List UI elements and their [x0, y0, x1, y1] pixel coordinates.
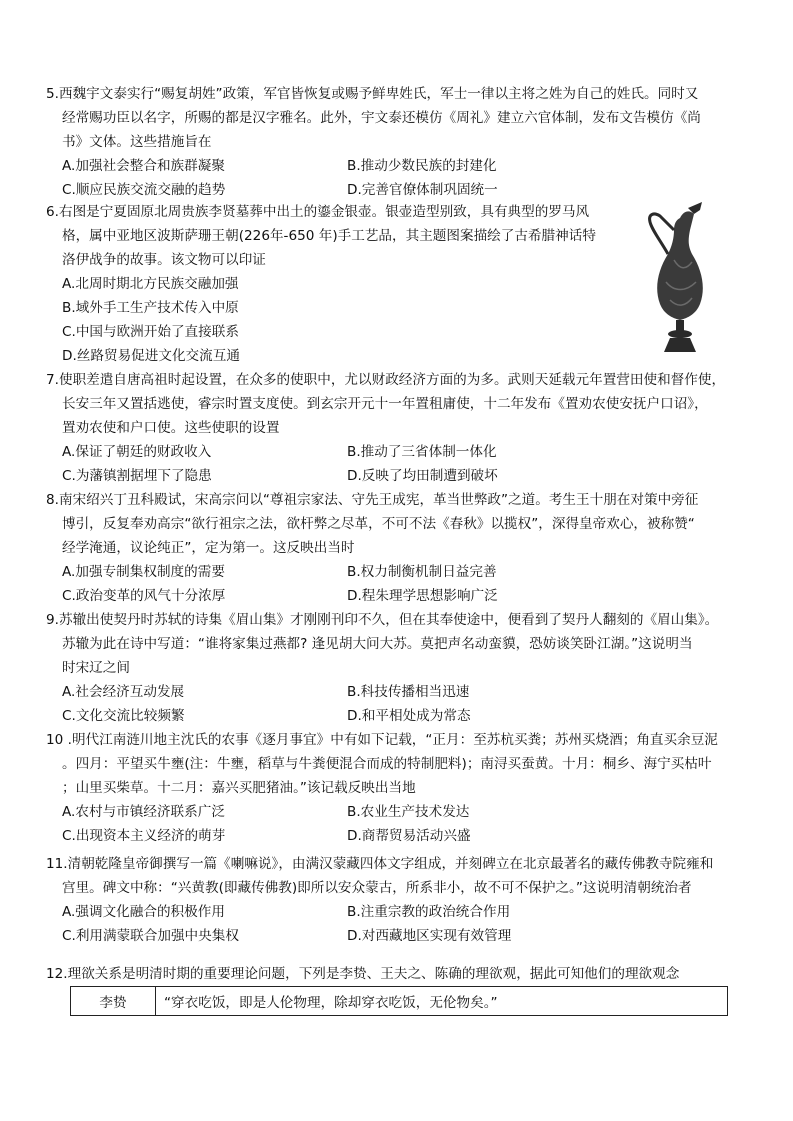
q9-line-3: 时宋辽之间 [62, 660, 130, 676]
question-10 [46, 728, 758, 848]
q7-line-3: 置劝农使和户口使。这些使职的设置 [62, 420, 280, 436]
q8-option-b[interactable]: B.权力制衡机制日益完善 [347, 564, 497, 580]
q7-option-d[interactable]: D.反映了均田制遭到破坏 [347, 468, 498, 484]
q6-options [46, 272, 626, 368]
q7-line-2: 长安三年又置括逃使，睿宗时置支度使。到玄宗开元十一年置租庸使，十二年发布《置劝农使安抚户口诏》， [62, 396, 708, 412]
table-row [71, 987, 728, 1016]
q7-options [46, 440, 758, 488]
q10-options [46, 800, 758, 848]
q11-line-1: 11.清朝乾隆皇帝御撰写一篇《喇嘛说》，由满汉蒙藏四体文字组成，并刻碑立在北京最著名的藏传佛教寺院雍和 [46, 856, 714, 872]
q8-option-d[interactable]: D.程朱理学思想影响广泛 [347, 588, 498, 604]
gilt-silver-ewer-image [640, 200, 720, 358]
q5-option-c[interactable]: C.顺应民族交流交融的趋势 [62, 182, 226, 198]
q5-line-1: 5.西魏宇文泰实行“赐复胡姓”政策，军官皆恢复或赐予鲜卑姓氏，军士一律以主将之姓为自己的姓氏。同时又 [46, 86, 699, 102]
q6-option-c[interactable]: C.中国与欧洲开始了直接联系 [62, 324, 239, 340]
q7-option-a[interactable]: A.保证了朝廷的财政收入 [62, 444, 212, 460]
q12-thinker-name: 李贽 [71, 987, 156, 1016]
q11-options [46, 900, 758, 948]
q11-option-d[interactable]: D.对西藏地区实现有效管理 [347, 928, 512, 944]
q10-option-d[interactable]: D.商帮贸易活动兴盛 [347, 828, 471, 844]
q9-options [46, 680, 758, 728]
q6-option-b[interactable]: B.域外手工生产技术传入中原 [62, 300, 239, 316]
q8-line-2: 博引，反复奉劝高宗“欲行祖宗之法，欲杆弊之尽革，不可不法《春秋》以揽权”，深得皇帝欢心，被称赞“ [62, 516, 695, 532]
q7-option-c[interactable]: C.为藩镇割据埋下了隐患 [62, 468, 212, 484]
question-12 [46, 962, 758, 986]
q7-line-1: 7.使职差遣自唐高祖时起设置，在众多的使职中，尤以财政经济方面的为多。武则天延载元年置营田使和督作使， [46, 372, 726, 388]
q10-line-1: 10 .明代江南涟川地主沈氏的农事《逐月事宜》中有如下记载，“正月：至苏杭买粪；苏州买烧酒；角直买余豆泥 [46, 732, 718, 748]
q10-option-a[interactable]: A.农村与市镇经济联系广泛 [62, 804, 225, 820]
question-5 [46, 82, 758, 202]
q10-option-c[interactable]: C.出现资本主义经济的萌芽 [62, 828, 226, 844]
q6-option-d[interactable]: D.丝路贸易促进文化交流互通 [62, 348, 240, 364]
q12-thinker-quote: “穿衣吃饭，即是人伦物理，除却穿衣吃饭，无伦物矣。” [156, 987, 728, 1016]
q7-option-b[interactable]: B.推动了三省体制一体化 [347, 444, 497, 460]
q5-line-3: 书》文体。这些措施旨在 [62, 134, 212, 150]
q6-line-2: 格，属中亚地区波斯萨珊王朝(226年-650 年)手工艺品，其主题图案描绘了古希腊神话特 [62, 228, 596, 244]
q11-option-b[interactable]: B.注重宗教的政治统合作用 [347, 904, 511, 920]
q9-option-a[interactable]: A.社会经济互动发展 [62, 684, 185, 700]
q11-option-c[interactable]: C.利用满蒙联合加强中央集权 [62, 928, 239, 944]
q10-line-2: 。四月：平望买牛壅(注：牛壅，稻草与牛粪便混合而成的特制肥料)；南浔买蚕黄。十月：桐乡、海宁买枯叶 [62, 756, 712, 772]
q6-line-3: 洛伊战争的故事。该文物可以印证 [62, 252, 266, 268]
q9-option-b[interactable]: B.科技传播相当迅速 [347, 684, 470, 700]
question-7 [46, 368, 758, 488]
question-11 [46, 852, 758, 948]
q8-options [46, 560, 758, 608]
q10-option-b[interactable]: B.农业生产技术发达 [347, 804, 470, 820]
q12-table [70, 986, 728, 1016]
q11-line-2: 宫里。碑文中称：“兴黄教(即藏传佛教)即所以安众蒙古，所系非小，故不可不保护之。”这说明清朝统治者 [62, 880, 692, 896]
q12-stem: 12.理欲关系是明清时期的重要理论问题，下列是李贽、王夫之、陈确的理欲观，据此可知他们的理欲观念 [46, 966, 680, 982]
q9-line-2: 苏辙为此在诗中写道：“谁将家集过燕都? 逢见胡大问大苏。莫把声名动蛮貘，恐妨谈笑卧江湖。”这说明当 [62, 636, 693, 652]
q8-line-3: 经学淹通，议论纯正”，定为第一。这反映出当时 [62, 540, 355, 556]
q9-option-c[interactable]: C.文化交流比较频繁 [62, 708, 185, 724]
q11-option-a[interactable]: A.强调文化融合的积极作用 [62, 904, 225, 920]
q8-line-1: 8.南宋绍兴丁丑科殿试，宋高宗问以“尊祖宗家法、守先王成宪，革当世弊政”之道。考生王十朋在对策中旁征 [46, 492, 699, 508]
question-9 [46, 608, 758, 728]
q6-line-1: 6.右图是宁夏固原北周贵族李贤墓葬中出土的鎏金银壶。银壶造型别致，具有典型的罗马风 [46, 204, 590, 220]
q5-option-a[interactable]: A.加强社会整合和族群凝聚 [62, 158, 225, 174]
q8-option-c[interactable]: C.政治变革的风气十分浓厚 [62, 588, 226, 604]
q5-option-b[interactable]: B.推动少数民族的封建化 [347, 158, 497, 174]
q10-line-3: ；山里买柴草。十二月：嘉兴买肥猪油。”该记载反映出当地 [62, 780, 416, 796]
q6-option-a[interactable]: A.北周时期北方民族交融加强 [62, 276, 239, 292]
q9-option-d[interactable]: D.和平相处成为常态 [347, 708, 471, 724]
q9-line-1: 9.苏辙出使契丹时苏轼的诗集《眉山集》才刚刚刊印不久，但在其奉使途中，便看到了契丹人翻刻的《眉山集》。 [46, 612, 719, 628]
question-8 [46, 488, 758, 608]
q8-option-a[interactable]: A.加强专制集权制度的需要 [62, 564, 225, 580]
q5-line-2: 经常赐功臣以名字，所赐的都是汉字雅名。此外，宇文泰还模仿《周礼》建立六官体制，发布文告模仿《尚 [62, 110, 701, 126]
question-6 [46, 200, 626, 368]
q5-option-d[interactable]: D.完善官僚体制巩固统一 [347, 182, 498, 198]
q5-options [46, 154, 758, 202]
